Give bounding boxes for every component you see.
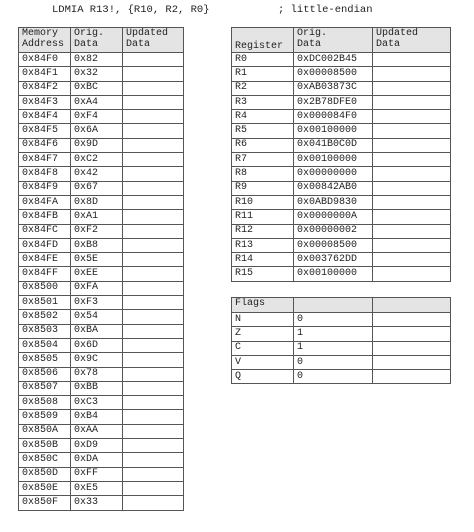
flag-updated-value-cell (373, 370, 451, 384)
memory-orig-data-cell: 0xC2 (71, 153, 123, 167)
register-name-cell: R9 (232, 181, 294, 195)
register-orig-data-cell: 0x000084F0 (294, 110, 373, 124)
register-updated-data-cell (373, 138, 451, 152)
register-updated-data-cell (373, 210, 451, 224)
flag-updated-value-cell (373, 341, 451, 355)
memory-updated-data-cell (123, 181, 184, 195)
memory-address-cell: 0x84F0 (19, 53, 71, 67)
memory-updated-data-cell (123, 210, 184, 224)
flags-table (231, 297, 451, 384)
memory-row (19, 467, 184, 481)
memory-row (19, 167, 184, 181)
memory-row (19, 353, 184, 367)
register-updated-data-cell (373, 95, 451, 109)
memory-updated-data-cell (123, 396, 184, 410)
memory-orig-data-cell: 0x42 (71, 167, 123, 181)
register-orig-data-cell: 0x0000000A (294, 210, 373, 224)
register-name-cell: R15 (232, 267, 294, 281)
memory-address-cell: 0x84FD (19, 238, 71, 252)
endianness-comment: ; little-endian (278, 4, 373, 16)
memory-orig-data-cell: 0xA1 (71, 210, 123, 224)
memory-row (19, 439, 184, 453)
memory-updated-data-cell (123, 53, 184, 67)
register-orig-data-cell: 0x00000000 (294, 167, 373, 181)
memory-updated-data-cell (123, 110, 184, 124)
memory-row (19, 267, 184, 281)
memory-row (19, 381, 184, 395)
memory-address-cell: 0x8502 (19, 310, 71, 324)
flag-updated-value-cell (373, 313, 451, 327)
register-row (232, 167, 451, 181)
register-name-cell: R10 (232, 195, 294, 209)
memory-updated-data-cell (123, 410, 184, 424)
memory-orig-data-cell: 0xB8 (71, 238, 123, 252)
memory-address-cell: 0x84F7 (19, 153, 71, 167)
memory-orig-data-cell: 0x5E (71, 253, 123, 267)
register-name-cell: R13 (232, 238, 294, 252)
register-updated-data-cell (373, 253, 451, 267)
register-name-cell: R7 (232, 153, 294, 167)
memory-row (19, 81, 184, 95)
memory-orig-data-cell: 0xA4 (71, 95, 123, 109)
memory-updated-data-cell (123, 153, 184, 167)
memory-address-cell: 0x8506 (19, 367, 71, 381)
memory-orig-data-cell: 0x9C (71, 353, 123, 367)
register-name-cell: R11 (232, 210, 294, 224)
memory-address-cell: 0x850E (19, 481, 71, 495)
memory-address-cell: 0x84F5 (19, 124, 71, 138)
memory-updated-data-cell (123, 124, 184, 138)
flags-table-body (232, 313, 451, 384)
memory-orig-data-cell: 0x6A (71, 124, 123, 138)
memory-address-cell: 0x850B (19, 439, 71, 453)
memory-address-cell: 0x84F6 (19, 138, 71, 152)
register-updated-data-cell (373, 153, 451, 167)
register-row (232, 267, 451, 281)
memory-orig-data-cell: 0x54 (71, 310, 123, 324)
memory-orig-data-cell: 0xDA (71, 453, 123, 467)
flag-orig-value-cell: 0 (294, 355, 373, 369)
register-row (232, 238, 451, 252)
memory-updated-data-cell (123, 281, 184, 295)
memory-row (19, 238, 184, 252)
register-orig-data-cell: 0x00100000 (294, 124, 373, 138)
memory-address-cell: 0x84F1 (19, 67, 71, 81)
memory-address-header: Memory Address (19, 28, 71, 53)
register-name-cell: R3 (232, 95, 294, 109)
memory-orig-data-cell: 0xD9 (71, 439, 123, 453)
memory-updated-data-cell (123, 238, 184, 252)
memory-orig-data-cell: 0x8D (71, 195, 123, 209)
flag-row (232, 341, 451, 355)
memory-row (19, 338, 184, 352)
memory-address-cell: 0x84F2 (19, 81, 71, 95)
memory-row (19, 253, 184, 267)
memory-row (19, 210, 184, 224)
memory-address-cell: 0x84FC (19, 224, 71, 238)
flag-updated-value-cell (373, 355, 451, 369)
register-updated-data-cell (373, 110, 451, 124)
memory-updated-data-cell (123, 381, 184, 395)
memory-orig-data-cell: 0xB4 (71, 410, 123, 424)
flags-updated-header (373, 298, 451, 313)
register-updated-data-cell (373, 81, 451, 95)
memory-orig-data-cell: 0x32 (71, 67, 123, 81)
register-orig-data-cell: 0x003762DD (294, 253, 373, 267)
register-row (232, 153, 451, 167)
flags-table-header (232, 298, 451, 313)
memory-updated-data-cell (123, 353, 184, 367)
memory-row (19, 95, 184, 109)
memory-row (19, 396, 184, 410)
memory-row (19, 181, 184, 195)
memory-table (18, 27, 184, 511)
memory-updated-data-cell (123, 195, 184, 209)
memory-orig-data-cell: 0x6D (71, 338, 123, 352)
register-orig-data-cell: 0x2B78DFE0 (294, 95, 373, 109)
memory-updated-data-cell (123, 138, 184, 152)
register-name-cell: R0 (232, 53, 294, 67)
memory-updated-data-cell (123, 253, 184, 267)
register-row (232, 67, 451, 81)
memory-row (19, 138, 184, 152)
memory-orig-data-cell: 0x9D (71, 138, 123, 152)
memory-address-cell: 0x850F (19, 496, 71, 510)
memory-table-header (19, 28, 184, 53)
memory-updated-data-cell (123, 95, 184, 109)
memory-updated-data-cell (123, 224, 184, 238)
memory-address-cell: 0x84F9 (19, 181, 71, 195)
register-name-cell: R5 (232, 124, 294, 138)
memory-row (19, 410, 184, 424)
memory-row (19, 496, 184, 510)
flags-orig-header (294, 298, 373, 313)
register-updated-data-cell (373, 67, 451, 81)
register-row (232, 53, 451, 67)
memory-updated-data-cell (123, 167, 184, 181)
register-row (232, 210, 451, 224)
memory-updated-data-cell (123, 481, 184, 495)
memory-row (19, 481, 184, 495)
register-updated-data-cell (373, 267, 451, 281)
memory-orig-data-cell: 0x78 (71, 367, 123, 381)
flags-header: Flags (232, 298, 294, 313)
memory-updated-data-header: Updated Data (123, 28, 184, 53)
register-name-cell: R6 (232, 138, 294, 152)
flag-name-cell: C (232, 341, 294, 355)
memory-orig-data-cell: 0xBB (71, 381, 123, 395)
memory-row (19, 67, 184, 81)
register-row (232, 138, 451, 152)
flag-name-cell: Q (232, 370, 294, 384)
flag-row (232, 370, 451, 384)
memory-address-cell: 0x8504 (19, 338, 71, 352)
memory-address-cell: 0x84FB (19, 210, 71, 224)
register-orig-data-cell: 0x00100000 (294, 153, 373, 167)
register-row (232, 81, 451, 95)
memory-table-body (19, 53, 184, 511)
memory-row (19, 324, 184, 338)
memory-address-cell: 0x84FE (19, 253, 71, 267)
register-row (232, 224, 451, 238)
memory-row (19, 224, 184, 238)
flag-orig-value-cell: 0 (294, 370, 373, 384)
memory-orig-data-cell: 0xFF (71, 467, 123, 481)
memory-orig-data-header: Orig. Data (71, 28, 123, 53)
flag-row (232, 313, 451, 327)
flag-name-cell: V (232, 355, 294, 369)
memory-row (19, 53, 184, 67)
memory-row (19, 424, 184, 438)
memory-address-cell: 0x84FA (19, 195, 71, 209)
memory-address-cell: 0x8505 (19, 353, 71, 367)
register-row (232, 95, 451, 109)
memory-address-cell: 0x8508 (19, 396, 71, 410)
memory-orig-data-cell: 0xEE (71, 267, 123, 281)
memory-orig-data-cell: 0xF2 (71, 224, 123, 238)
memory-updated-data-cell (123, 324, 184, 338)
register-name-cell: R14 (232, 253, 294, 267)
memory-row (19, 310, 184, 324)
register-orig-data-cell: 0x00008500 (294, 238, 373, 252)
memory-address-cell: 0x84F3 (19, 95, 71, 109)
flag-name-cell: N (232, 313, 294, 327)
register-orig-data-cell: 0x00008500 (294, 67, 373, 81)
memory-address-cell: 0x850A (19, 424, 71, 438)
register-updated-data-header: Updated Data (373, 28, 451, 53)
register-row (232, 253, 451, 267)
memory-updated-data-cell (123, 496, 184, 510)
memory-address-cell: 0x8503 (19, 324, 71, 338)
memory-address-cell: 0x8501 (19, 296, 71, 310)
memory-updated-data-cell (123, 81, 184, 95)
register-updated-data-cell (373, 53, 451, 67)
register-orig-data-cell: 0x00100000 (294, 267, 373, 281)
memory-orig-data-cell: 0xF4 (71, 110, 123, 124)
flag-orig-value-cell: 1 (294, 341, 373, 355)
memory-address-cell: 0x850D (19, 467, 71, 481)
register-orig-data-cell: 0x0ABD9830 (294, 195, 373, 209)
register-row (232, 124, 451, 138)
flag-orig-value-cell: 1 (294, 327, 373, 341)
instruction-text: LDMIA R13!, {R10, R2, R0} (52, 4, 210, 16)
memory-orig-data-cell: 0x33 (71, 496, 123, 510)
register-row (232, 110, 451, 124)
memory-address-cell: 0x850C (19, 453, 71, 467)
register-name-cell: R2 (232, 81, 294, 95)
flag-orig-value-cell: 0 (294, 313, 373, 327)
memory-updated-data-cell (123, 67, 184, 81)
register-updated-data-cell (373, 238, 451, 252)
memory-orig-data-cell: 0xBA (71, 324, 123, 338)
register-orig-data-cell: 0x00842AB0 (294, 181, 373, 195)
flag-row (232, 327, 451, 341)
register-row (232, 195, 451, 209)
memory-orig-data-cell: 0xF3 (71, 296, 123, 310)
memory-row (19, 453, 184, 467)
register-orig-data-cell: 0xAB03873C (294, 81, 373, 95)
memory-address-cell: 0x84F4 (19, 110, 71, 124)
memory-row (19, 296, 184, 310)
memory-orig-data-cell: 0xFA (71, 281, 123, 295)
memory-row (19, 153, 184, 167)
register-name-cell: R4 (232, 110, 294, 124)
memory-orig-data-cell: 0x82 (71, 53, 123, 67)
register-name-header: Register (232, 28, 294, 53)
register-updated-data-cell (373, 224, 451, 238)
memory-orig-data-cell: 0xE5 (71, 481, 123, 495)
register-orig-data-cell: 0x041B0C0D (294, 138, 373, 152)
memory-updated-data-cell (123, 424, 184, 438)
flag-updated-value-cell (373, 327, 451, 341)
register-orig-data-cell: 0xDC002B45 (294, 53, 373, 67)
register-table-body (232, 53, 451, 282)
memory-orig-data-cell: 0xC3 (71, 396, 123, 410)
memory-updated-data-cell (123, 367, 184, 381)
register-updated-data-cell (373, 167, 451, 181)
memory-address-cell: 0x8500 (19, 281, 71, 295)
memory-address-cell: 0x8507 (19, 381, 71, 395)
memory-updated-data-cell (123, 453, 184, 467)
register-name-cell: R1 (232, 67, 294, 81)
register-row (232, 181, 451, 195)
register-updated-data-cell (373, 181, 451, 195)
memory-row (19, 124, 184, 138)
register-updated-data-cell (373, 195, 451, 209)
memory-address-cell: 0x84F8 (19, 167, 71, 181)
memory-orig-data-cell: 0x67 (71, 181, 123, 195)
memory-orig-data-cell: 0xBC (71, 81, 123, 95)
flag-name-cell: Z (232, 327, 294, 341)
memory-updated-data-cell (123, 310, 184, 324)
register-name-cell: R12 (232, 224, 294, 238)
register-name-cell: R8 (232, 167, 294, 181)
register-updated-data-cell (373, 124, 451, 138)
register-table (231, 27, 451, 282)
register-orig-data-cell: 0x00000002 (294, 224, 373, 238)
memory-row (19, 195, 184, 209)
flag-row (232, 355, 451, 369)
register-orig-data-header: Orig. Data (294, 28, 373, 53)
memory-row (19, 367, 184, 381)
memory-updated-data-cell (123, 338, 184, 352)
memory-updated-data-cell (123, 267, 184, 281)
memory-row (19, 281, 184, 295)
memory-orig-data-cell: 0xAA (71, 424, 123, 438)
register-table-header (232, 28, 451, 53)
instruction-header (0, 4, 474, 18)
memory-row (19, 110, 184, 124)
memory-updated-data-cell (123, 439, 184, 453)
memory-address-cell: 0x84FF (19, 267, 71, 281)
memory-updated-data-cell (123, 296, 184, 310)
memory-updated-data-cell (123, 467, 184, 481)
memory-address-cell: 0x8509 (19, 410, 71, 424)
